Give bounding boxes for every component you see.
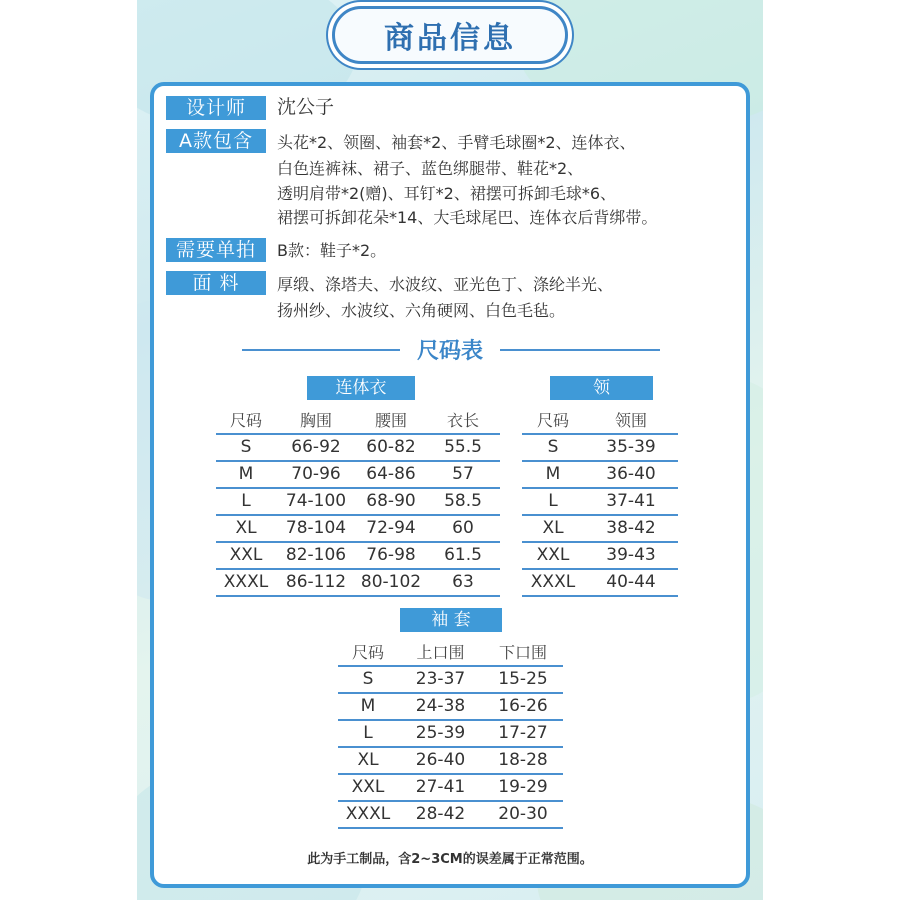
table-row (216, 435, 500, 462)
table-row (338, 802, 563, 829)
table-cell: 80-102 (360, 572, 422, 592)
table-header-row (338, 640, 563, 667)
table-cell: 16-26 (498, 696, 548, 716)
divider-line (242, 349, 400, 351)
table-row (216, 543, 500, 570)
table-cell: L (363, 723, 373, 743)
table-cell: S (240, 437, 252, 457)
table-cell: 78-104 (285, 518, 347, 538)
extra-label: 需要单拍 (166, 238, 266, 262)
table-row (338, 667, 563, 694)
table-header-cell: 尺码 (351, 643, 384, 662)
table-cell: 24-38 (415, 696, 466, 716)
table-header-cell: 衣长 (446, 411, 479, 430)
table-row (216, 516, 500, 543)
table-cell: XXXL (345, 804, 391, 824)
table-cell: XXXL (223, 572, 269, 592)
table-cell: S (362, 669, 374, 689)
package-a-line: 裙摆可拆卸花朵*14、大毛球尾巴、连体衣后背绑带。 (277, 208, 658, 227)
table-cell: 38-42 (606, 518, 656, 538)
table-cell: 61.5 (444, 545, 482, 565)
page-title: 商品信息 (384, 21, 516, 56)
table-header-cell: 下口围 (498, 643, 547, 662)
table-cell: 68-90 (366, 491, 416, 511)
table-cell: 58.5 (444, 491, 482, 511)
table-cell: 19-29 (498, 777, 548, 797)
extra-value: B款：鞋子*2。 (277, 241, 387, 260)
divider-line (500, 349, 660, 351)
table-row (522, 435, 678, 462)
table-row (338, 694, 563, 721)
table-cell: M (545, 464, 561, 484)
table-cell: M (238, 464, 254, 484)
table-cell: 64-86 (366, 464, 416, 484)
table-cell: 36-40 (606, 464, 656, 484)
fabric-label: 面 料 (166, 271, 266, 295)
table-row (522, 489, 678, 516)
table-cell: 40-44 (606, 572, 656, 592)
table-row (522, 543, 678, 570)
table-cell: XL (542, 518, 564, 538)
jumpsuit-table (216, 408, 500, 597)
table-cell: 20-30 (498, 804, 548, 824)
table-cell: 28-42 (415, 804, 466, 824)
table-row (216, 489, 500, 516)
table-cell: 82-106 (285, 545, 347, 565)
table-header-cell: 胸围 (299, 411, 332, 430)
table-row (522, 516, 678, 543)
collar-table (522, 408, 678, 597)
sleeve-table-title: 袖 套 (400, 608, 502, 632)
table-cell: XXXL (530, 572, 576, 592)
sleeve-table (338, 640, 563, 829)
table-row (522, 462, 678, 489)
table-cell: 72-94 (366, 518, 416, 538)
table-header-cell: 领围 (614, 411, 647, 430)
size-chart-title: 尺码表 (416, 338, 483, 364)
table-cell: 39-43 (606, 545, 656, 565)
table-row (216, 570, 500, 597)
table-cell: 25-39 (415, 723, 466, 743)
fabric-line: 扬州纱、水波纹、六角硬网、白色毛毡。 (277, 301, 566, 320)
table-header-cell: 尺码 (229, 411, 262, 430)
package-a-line: 白色连裤袜、裙子、蓝色绑腿带、鞋花*2、 (277, 159, 584, 178)
table-cell: 37-41 (606, 491, 656, 511)
table-row (338, 721, 563, 748)
table-cell: 17-27 (498, 723, 548, 743)
title-badge (332, 6, 568, 64)
designer-label: 设计师 (166, 96, 266, 120)
table-cell: 15-25 (498, 669, 548, 689)
table-cell: M (360, 696, 376, 716)
table-header-cell: 尺码 (536, 411, 569, 430)
table-cell: 60 (452, 518, 474, 538)
table-row (338, 775, 563, 802)
fabric-line: 厚缎、涤塔夫、水波纹、亚光色丁、涤纶半光、 (277, 275, 614, 294)
collar-table-title: 领 (550, 376, 653, 400)
table-row (522, 570, 678, 597)
table-cell: 60-82 (366, 437, 416, 457)
jumpsuit-table-title: 连体衣 (307, 376, 415, 400)
table-cell: 86-112 (285, 572, 347, 592)
designer-value: 沈公子 (277, 96, 335, 118)
table-cell: 55.5 (444, 437, 482, 457)
table-cell: 35-39 (606, 437, 656, 457)
table-cell: XXL (351, 777, 385, 797)
table-cell: L (241, 491, 251, 511)
table-cell: 27-41 (415, 777, 466, 797)
table-cell: 63 (452, 572, 474, 592)
table-cell: XXL (229, 545, 263, 565)
footnote: 此为手工制品，含2~3CM的误差属于正常范围。 (307, 852, 593, 867)
table-header-row (216, 408, 500, 435)
table-cell: S (547, 437, 559, 457)
table-row (338, 748, 563, 775)
package-a-line: 头花*2、领圈、袖套*2、手臂毛球圈*2、连体衣、 (277, 133, 636, 152)
table-cell: XL (235, 518, 257, 538)
table-cell: 76-98 (366, 545, 416, 565)
table-cell: 18-28 (498, 750, 548, 770)
table-header-row (522, 408, 678, 435)
package-a-line: 透明肩带*2(赠)、耳钉*2、裙摆可拆卸毛球*6、 (277, 184, 617, 203)
table-cell: 23-37 (415, 669, 466, 689)
table-cell: 74-100 (285, 491, 347, 511)
table-cell: 57 (452, 464, 474, 484)
package-a-label: A款包含 (166, 129, 266, 153)
table-cell: 70-96 (291, 464, 341, 484)
table-cell: L (548, 491, 558, 511)
table-cell: XL (357, 750, 379, 770)
table-cell: XXL (536, 545, 570, 565)
table-row (216, 462, 500, 489)
table-header-cell: 上口围 (416, 643, 465, 662)
table-cell: 26-40 (415, 750, 466, 770)
table-cell: 66-92 (291, 437, 341, 457)
table-header-cell: 腰围 (374, 411, 407, 430)
